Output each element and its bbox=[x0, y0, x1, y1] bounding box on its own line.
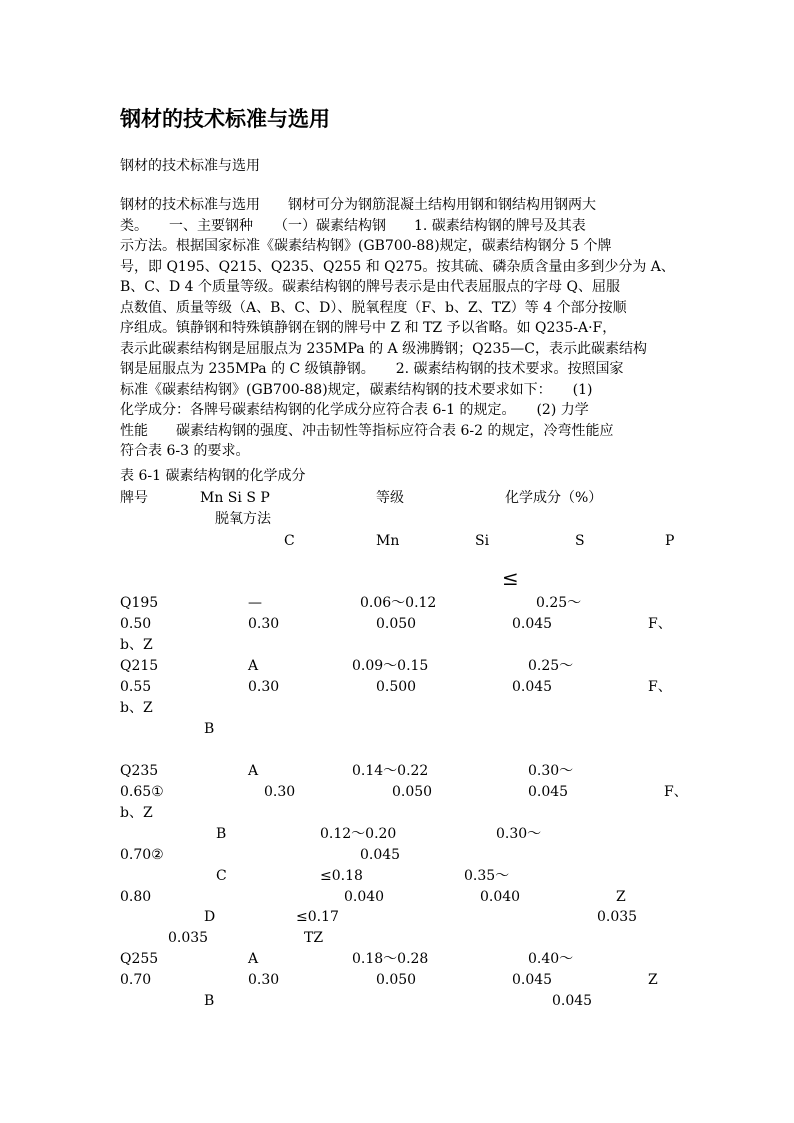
header-quality: 等级 bbox=[376, 490, 404, 506]
header-col-si: Si bbox=[475, 533, 490, 549]
q235a-deox-2: b、Z bbox=[120, 805, 153, 821]
q255-deox: Z bbox=[648, 972, 658, 988]
q215-deox-1: F、 bbox=[648, 679, 672, 695]
q235a-c: 0.14～0.22 bbox=[352, 763, 429, 779]
q235a-si: 0.30 bbox=[264, 784, 296, 800]
q195-p: 0.045 bbox=[512, 616, 553, 632]
header-col-mn: Mn bbox=[376, 533, 400, 549]
q235c-deox: Z bbox=[616, 889, 626, 905]
q195-c: 0.06～0.12 bbox=[360, 595, 437, 611]
q255-quality: A bbox=[248, 951, 259, 967]
paragraph-line: 标准《碳素结构钢》(GB700-88)规定，碳素结构钢的技术要求如下： (1) bbox=[120, 381, 593, 398]
paragraph-line: 号，即 Q195、Q215、Q235、Q255 和 Q275。按其硫、磷杂质含量由多到少分为 A、 bbox=[120, 258, 675, 275]
q195-grade: Q195 bbox=[120, 595, 159, 611]
q235a-deox-1: F、 bbox=[664, 784, 688, 800]
header-col-c: C bbox=[284, 533, 295, 549]
q235c-c: ≤0.18 bbox=[320, 868, 363, 884]
q215-mn-start: 0.25～ bbox=[528, 658, 574, 674]
q215-si: 0.30 bbox=[248, 679, 280, 695]
q195-deox-1: F、 bbox=[648, 616, 672, 632]
paragraph-line: 钢材的技术标准与选用 钢材可分为钢筋混凝土结构用钢和钢结构用钢两大 bbox=[120, 197, 596, 213]
q195-quality: — bbox=[248, 595, 262, 611]
document-subtitle: 钢材的技术标准与选用 bbox=[120, 158, 260, 174]
q255-s-b: 0.045 bbox=[552, 993, 593, 1009]
body-paragraph bbox=[120, 195, 680, 462]
q215-quality-b: B bbox=[204, 721, 215, 737]
paragraph-line: 类。 一、主要钢种 （一）碳素结构钢 1. 碳素结构钢的牌号及其表 bbox=[120, 217, 586, 234]
q255-quality-b: B bbox=[204, 993, 215, 1009]
q215-mn-end: 0.55 bbox=[120, 679, 152, 695]
q235c-mn-end: 0.80 bbox=[120, 889, 152, 905]
q215-p: 0.045 bbox=[512, 679, 553, 695]
q235a-mn-end: 0.65① bbox=[120, 784, 164, 800]
paragraph-line: 表示此碳素结构钢是屈服点为 235MPa 的 A 级沸腾钢；Q235—C，表示此碳素结构 bbox=[120, 340, 648, 357]
leq-symbol: ≤ bbox=[502, 566, 519, 590]
q235a-p: 0.045 bbox=[528, 784, 569, 800]
q215-deox-2: b、Z bbox=[120, 700, 153, 716]
q235c-s: 0.040 bbox=[344, 889, 385, 905]
q215-grade: Q215 bbox=[120, 658, 159, 674]
q235d-s: 0.035 bbox=[597, 909, 638, 925]
q235b-mn-start: 0.30～ bbox=[496, 826, 542, 842]
header-deoxidation: 脱氧方法 bbox=[215, 511, 271, 527]
header-composition: 化学成分（%） bbox=[505, 490, 603, 506]
q255-mn-start: 0.40～ bbox=[528, 951, 574, 967]
document-title: 钢材的技术标准与选用 bbox=[120, 106, 330, 131]
q235d-c: ≤0.17 bbox=[296, 909, 339, 925]
q195-mn-start: 0.25～ bbox=[536, 595, 582, 611]
q195-deox-2: b、Z bbox=[120, 637, 153, 653]
q235a-s: 0.050 bbox=[392, 784, 433, 800]
header-elements: Mn Si S P bbox=[200, 490, 270, 506]
q235b-mn-end: 0.70② bbox=[120, 847, 164, 863]
header-col-s: S bbox=[575, 533, 585, 549]
paragraph-line: 钢是屈服点为 235MPa 的 C 级镇静钢。 2. 碳素结构钢的技术要求。按照国家 bbox=[120, 361, 624, 377]
q235b-quality: B bbox=[216, 826, 227, 842]
paragraph-line: 序组成。镇静钢和特殊镇静钢在钢的牌号中 Z 和 TZ 予以省略。如 Q235-A·F， bbox=[120, 320, 617, 336]
q215-quality: A bbox=[248, 658, 259, 674]
q255-grade: Q255 bbox=[120, 951, 159, 967]
q235a-grade: Q235 bbox=[120, 763, 159, 779]
q255-p: 0.045 bbox=[512, 972, 553, 988]
table-caption: 表 6-1 碳素结构钢的化学成分 bbox=[120, 468, 306, 484]
header-grade: 牌号 bbox=[120, 490, 148, 506]
q255-si: 0.30 bbox=[248, 972, 280, 988]
q215-s: 0.500 bbox=[376, 679, 417, 695]
paragraph-line: 符合表 6-3 的要求。 bbox=[120, 443, 250, 459]
paragraph-line: 示方法。根据国家标准《碳素结构钢》(GB700-88)规定，碳素结构钢分 5 个牌 bbox=[120, 238, 612, 254]
paragraph-line: B、C、D 4 个质量等级。碳素结构钢的牌号表示是由代表屈服点的字母 Q、屈服 bbox=[120, 279, 620, 295]
q195-s: 0.050 bbox=[376, 616, 417, 632]
q235d-deox: TZ bbox=[304, 930, 324, 946]
q235d-p: 0.035 bbox=[168, 930, 209, 946]
header-col-p: P bbox=[665, 533, 675, 549]
q255-mn-end: 0.70 bbox=[120, 972, 152, 988]
q235c-p: 0.040 bbox=[480, 889, 521, 905]
q235c-quality: C bbox=[216, 868, 227, 884]
q235b-s: 0.045 bbox=[360, 847, 401, 863]
q215-c: 0.09～0.15 bbox=[352, 658, 429, 674]
q255-s: 0.050 bbox=[376, 972, 417, 988]
q255-c: 0.18～0.28 bbox=[352, 951, 429, 967]
q195-si: 0.30 bbox=[248, 616, 280, 632]
q195-mn-end: 0.50 bbox=[120, 616, 152, 632]
q235d-quality: D bbox=[204, 909, 216, 925]
q235a-mn-start: 0.30～ bbox=[528, 763, 574, 779]
paragraph-line: 点数值、质量等级（A、B、C、D）、脱氧程度（F、b、Z、TZ）等 4 个部分按顺 bbox=[120, 299, 627, 316]
q235c-mn-start: 0.35～ bbox=[464, 868, 510, 884]
q235b-c: 0.12～0.20 bbox=[320, 826, 397, 842]
q235a-quality: A bbox=[248, 763, 259, 779]
paragraph-line: 性能 碳素结构钢的强度、冲击韧性等指标应符合表 6-2 的规定，冷弯性能应 bbox=[120, 422, 614, 439]
paragraph-line: 化学成分：各牌号碳素结构钢的化学成分应符合表 6-1 的规定。 (2) 力学 bbox=[120, 402, 589, 418]
